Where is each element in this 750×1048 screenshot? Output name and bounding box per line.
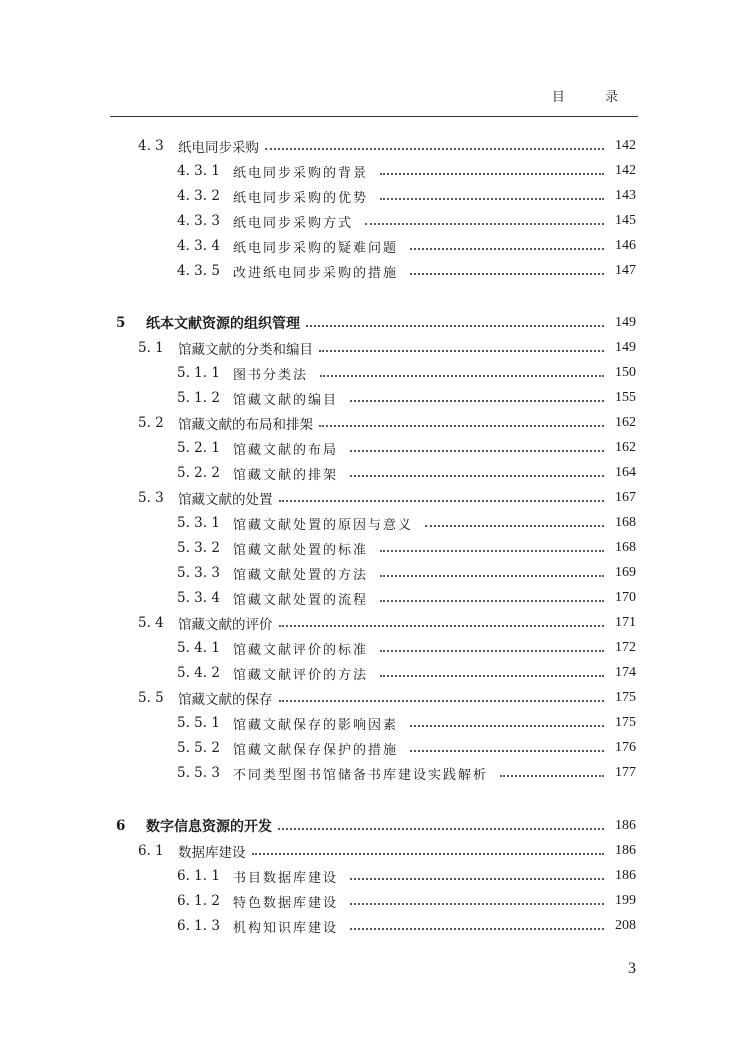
toc-entry[interactable]	[110, 762, 636, 784]
toc-entry-number: 5. 4. 2	[177, 665, 220, 681]
dot-leader	[410, 750, 604, 752]
toc-entry-title: 馆藏文献处置的方法	[233, 567, 369, 583]
toc-entry-page: 171	[615, 615, 636, 630]
toc-entry-number: 6. 1. 2	[177, 893, 220, 909]
dot-leader	[279, 500, 605, 502]
toc-entry[interactable]	[110, 712, 636, 734]
toc-entry-title: 馆藏文献评价的标准	[233, 642, 369, 658]
toc-entry[interactable]	[110, 437, 636, 459]
toc-entry-number: 5. 3. 2	[177, 540, 220, 556]
toc-entry-title: 馆藏文献的排架	[233, 467, 339, 483]
toc-entry-number: 5. 3. 4	[177, 590, 220, 606]
dot-leader	[380, 198, 604, 200]
dot-leader	[350, 878, 604, 880]
toc-entry[interactable]	[110, 512, 636, 534]
dot-leader	[319, 350, 604, 352]
toc-entry-page: 164	[615, 465, 636, 480]
toc-entry-number: 5. 2. 2	[177, 465, 220, 481]
toc-entry-number: 5. 2	[138, 415, 164, 431]
dot-leader	[350, 928, 604, 930]
toc-entry-page: 146	[615, 238, 636, 253]
toc-entry-number: 6	[116, 818, 126, 834]
dot-leader	[425, 525, 604, 527]
toc-entry[interactable]	[110, 412, 636, 434]
dot-leader	[350, 903, 604, 905]
toc-entry-page: 177	[615, 765, 636, 780]
toc-entry-page: 142	[615, 138, 636, 153]
toc-entry[interactable]	[110, 387, 636, 409]
dot-leader	[306, 325, 604, 327]
dot-leader	[350, 400, 604, 402]
toc-entry-page: 149	[615, 340, 636, 355]
running-header-title: 目 录	[551, 90, 636, 105]
toc-entry-number: 5. 3. 3	[177, 565, 220, 581]
toc-entry-page: 175	[615, 715, 636, 730]
dot-leader	[320, 375, 604, 377]
toc-entry-number: 4. 3. 5	[177, 263, 220, 279]
toc-entry-number: 5. 5. 1	[177, 715, 220, 731]
toc-entry-page: 169	[615, 565, 636, 580]
toc-entry-page: 142	[615, 163, 636, 178]
toc-entry-page: 170	[615, 590, 636, 605]
toc-entry-number: 5. 3	[138, 490, 164, 506]
toc-entry-page: 174	[615, 665, 636, 680]
toc-entry-title: 馆藏文献的处置	[178, 492, 273, 508]
dot-leader	[380, 675, 604, 677]
dot-leader	[279, 700, 605, 702]
toc-entry-page: 175	[615, 690, 636, 705]
dot-leader	[252, 853, 605, 855]
toc-entry-title: 数据库建设	[178, 845, 246, 861]
toc-entry-page: 162	[615, 415, 636, 430]
toc-entry-title: 馆藏文献处置的标准	[233, 542, 369, 558]
dot-leader	[410, 248, 604, 250]
toc-entry-number: 5. 4	[138, 615, 164, 631]
toc-entry-page: 155	[615, 390, 636, 405]
toc-entry-number: 4. 3. 1	[177, 163, 220, 179]
toc-entry-title: 纸电同步采购方式	[233, 215, 354, 231]
page-number: 3	[628, 960, 636, 977]
toc-entry-title: 馆藏文献的分类和编目	[178, 342, 313, 358]
toc-entry-page: 199	[615, 893, 636, 908]
toc-entry-title: 馆藏文献保存保护的措施	[233, 742, 399, 758]
toc-entry[interactable]	[110, 160, 636, 182]
dot-leader	[410, 273, 604, 275]
toc-entry[interactable]	[110, 185, 636, 207]
toc-entry-title: 馆藏文献的保存	[178, 692, 273, 708]
toc-entry-page: 186	[615, 843, 636, 858]
toc-entry-title: 不同类型图书馆储备书库建设实践解析	[233, 767, 489, 783]
toc-entry-number: 4. 3. 4	[177, 238, 220, 254]
toc-entry-number: 5. 5. 3	[177, 765, 220, 781]
toc-entry[interactable]	[110, 637, 636, 659]
toc-entry-number: 5. 5	[138, 690, 164, 706]
toc-entry[interactable]	[110, 337, 636, 359]
dot-leader	[365, 223, 604, 225]
toc-entry-number: 6. 1. 3	[177, 918, 220, 934]
toc-entry[interactable]	[110, 362, 636, 384]
toc-entry[interactable]	[110, 235, 636, 257]
toc-entry[interactable]	[110, 210, 636, 232]
dot-leader	[350, 450, 604, 452]
toc-entry-number: 6. 1	[138, 843, 164, 859]
toc-entry-title: 馆藏文献保存的影响因素	[233, 717, 399, 733]
toc-entry-number: 5. 1. 1	[177, 365, 220, 381]
dot-leader	[265, 148, 604, 150]
toc-entry-title: 馆藏文献的布局和排架	[178, 417, 313, 433]
toc-entry-title: 数字信息资源的开发	[146, 819, 272, 835]
toc-entry[interactable]	[110, 890, 636, 912]
toc-entry-page: 168	[615, 540, 636, 555]
toc-entry-title: 馆藏文献的布局	[233, 442, 339, 458]
dot-leader	[278, 828, 604, 830]
toc-entry[interactable]	[110, 737, 636, 759]
dot-leader	[380, 173, 604, 175]
dot-leader	[380, 550, 604, 552]
toc-entry-title: 纸电同步采购的优势	[233, 190, 369, 206]
toc-entry-page: 143	[615, 188, 636, 203]
toc-entry[interactable]	[110, 662, 636, 684]
toc-entry-title: 馆藏文献的编目	[233, 392, 339, 408]
toc-entry[interactable]	[110, 587, 636, 609]
toc-entry-page: 208	[615, 918, 636, 933]
toc-entry[interactable]	[110, 840, 636, 862]
dot-leader	[500, 775, 604, 777]
toc-entry[interactable]	[110, 865, 636, 887]
toc-entry-number: 5. 1. 2	[177, 390, 220, 406]
toc-entry-number: 5	[116, 315, 126, 331]
toc-entry-title: 馆藏文献处置的原因与意义	[233, 517, 414, 533]
toc-entry-page: 162	[615, 440, 636, 455]
toc-entry-page: 145	[615, 213, 636, 228]
toc-entry-title: 纸电同步采购的疑难问题	[233, 240, 399, 256]
toc-entry[interactable]	[110, 260, 636, 282]
toc-entry[interactable]	[110, 562, 636, 584]
toc-entry-page: 176	[615, 740, 636, 755]
toc-entry[interactable]	[110, 815, 636, 837]
toc-entry-title: 馆藏文献评价的方法	[233, 667, 369, 683]
toc-entry-page: 150	[615, 365, 636, 380]
toc-entry[interactable]	[110, 687, 636, 709]
toc-entry[interactable]	[110, 462, 636, 484]
dot-leader	[410, 725, 604, 727]
toc-entry-number: 5. 2. 1	[177, 440, 220, 456]
dot-leader	[380, 600, 604, 602]
dot-leader	[279, 625, 605, 627]
toc-entry-page: 167	[615, 490, 636, 505]
toc-entry-number: 5. 5. 2	[177, 740, 220, 756]
toc-entry-number: 6. 1. 1	[177, 868, 220, 884]
toc-entry-page: 149	[615, 315, 636, 330]
toc-entry-title: 机构知识库建设	[233, 920, 339, 936]
toc-entry-number: 5. 4. 1	[177, 640, 220, 656]
toc-entry-title: 馆藏文献的评价	[178, 617, 273, 633]
toc-entry[interactable]	[110, 612, 636, 634]
toc-entry-title: 改进纸电同步采购的措施	[233, 265, 399, 281]
dot-leader	[350, 475, 604, 477]
toc-entry-page: 147	[615, 263, 636, 278]
dot-leader	[319, 425, 604, 427]
toc-entry-title: 纸本文献资源的组织管理	[146, 316, 300, 332]
toc-entry-number: 4. 3. 3	[177, 213, 220, 229]
toc-entry-page: 168	[615, 515, 636, 530]
toc-entry-title: 纸电同步采购的背景	[233, 165, 369, 181]
toc-entry[interactable]	[110, 312, 636, 334]
dot-leader	[380, 575, 604, 577]
toc-entry[interactable]	[110, 135, 636, 157]
toc-entry-title: 书目数据库建设	[233, 870, 339, 886]
toc-entry[interactable]	[110, 537, 636, 559]
toc-entry-title: 馆藏文献处置的流程	[233, 592, 369, 608]
toc-entry-page: 186	[615, 868, 636, 883]
toc-entry-number: 5. 1	[138, 340, 164, 356]
toc-entry[interactable]	[110, 487, 636, 509]
toc-entry-title: 特色数据库建设	[233, 895, 339, 911]
toc-entry-title: 图书分类法	[233, 367, 309, 383]
toc-entry-title: 纸电同步采购	[178, 140, 259, 156]
toc-entry[interactable]	[110, 915, 636, 937]
toc-entry-page: 172	[615, 640, 636, 655]
toc-entry-number: 5. 3. 1	[177, 515, 220, 531]
toc-entry-page: 186	[615, 818, 636, 833]
toc-entry-number: 4. 3. 2	[177, 188, 220, 204]
toc-entry-number: 4. 3	[138, 138, 164, 154]
dot-leader	[380, 650, 604, 652]
